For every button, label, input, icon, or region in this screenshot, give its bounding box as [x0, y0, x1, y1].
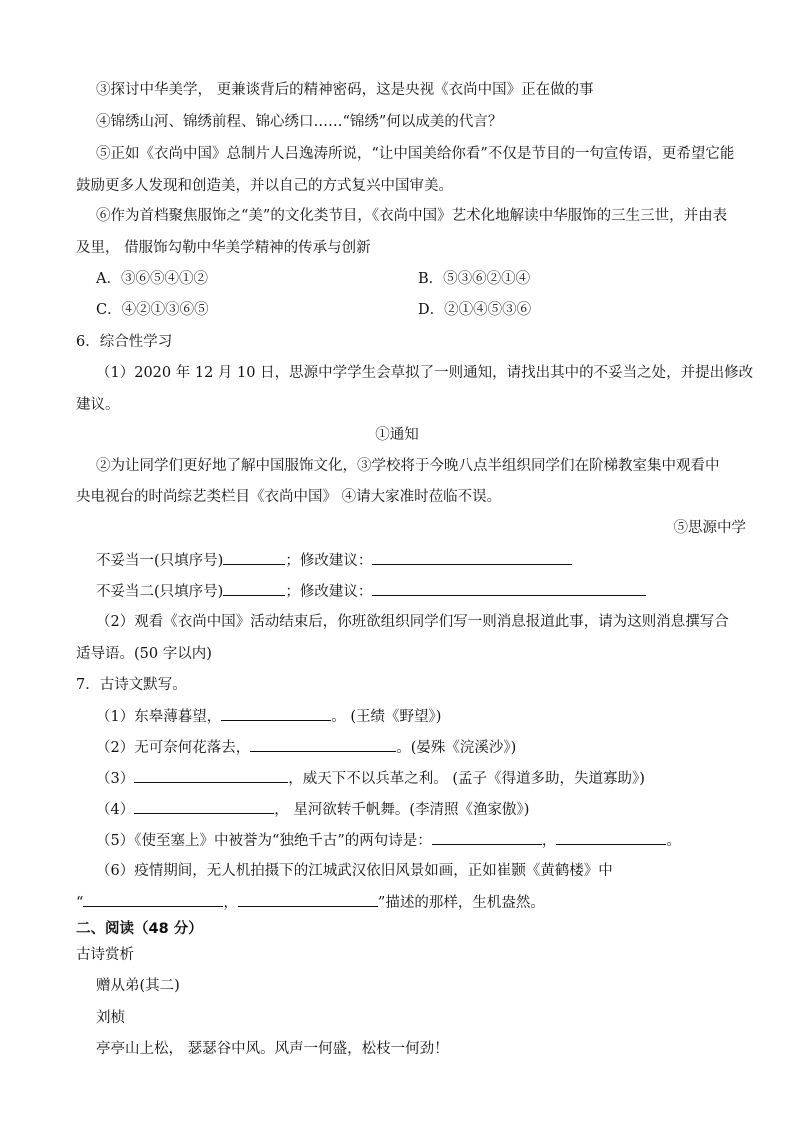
q6-part1-line2: 建议。	[76, 397, 120, 413]
q7-item-3-pre: （3）	[96, 771, 135, 787]
q7-item-5-post: 。	[666, 833, 681, 849]
q7-item-4-post: ， 星河欲转千帆舞。(李清照《渔家傲》)	[274, 802, 530, 818]
notice-body-line2: 央电视台的时尚综艺类栏目《衣尚中国》 ④请大家准时莅临不误。	[76, 489, 502, 505]
q7-item-5-blank-1[interactable]	[432, 830, 542, 845]
q7-item-5-blank-2[interactable]	[556, 830, 666, 845]
poem-line-1: 亭亭山上松， 瑟瑟谷中风。风声一何盛，松枝一何劲！	[96, 1041, 449, 1057]
q7-item-2-post: 。(晏殊《浣溪沙》)	[396, 740, 517, 756]
q5-option-a[interactable]: A．③⑥⑤④①②	[96, 271, 208, 287]
q7-item-1-blank[interactable]	[221, 706, 331, 721]
q7-item-6-blank-2[interactable]	[238, 892, 378, 907]
poem-author: 刘桢	[96, 1010, 125, 1026]
q7-item-6-blank-1[interactable]	[83, 892, 223, 907]
q5-option-c[interactable]: C．④②①③⑥⑤	[96, 302, 209, 318]
notice-title: ①通知	[375, 427, 419, 443]
q7-item-5-mid: ，	[541, 833, 557, 849]
q7-item-1-post: 。 (王绩《野望》)	[331, 709, 442, 725]
q5-option-b[interactable]: B．⑤③⑥②①④	[418, 271, 531, 287]
q7-item-5-pre: （5）《使至塞上》中被誉为“独绝千古”的两句诗是：	[96, 833, 432, 849]
q7-item-2-blank[interactable]	[250, 737, 396, 752]
improper-1-blank[interactable]	[223, 550, 285, 565]
q5-sentence-6-line2: 及里， 借服饰勾勒中华美学精神的传承与创新	[76, 240, 371, 256]
improper-2-row	[96, 581, 646, 602]
suggestion-2-label: ；修改建议：	[285, 584, 373, 600]
suggestion-1-label: ；修改建议：	[285, 553, 373, 569]
q5-sentence-4: ④锦绣山河、锦绣前程、锦心绣口……“锦绣”何以成美的代言？	[96, 114, 503, 130]
notice-signature: ⑤思源中学	[673, 520, 746, 536]
q5-sentence-5-line2: 鼓励更多人发现和创造美，并以自己的方式复兴中国审美。	[76, 178, 453, 194]
q7-item-3-post: ，威天下不以兵革之利。 (孟子《得道多助，失道寡助》)	[288, 771, 645, 787]
q7-item-6-line2	[76, 892, 545, 913]
q7-item-4-pre: （4）	[96, 802, 135, 818]
q7-item-6-post: ”描述的那样，生机盎然。	[377, 895, 545, 911]
q6-title: 6．综合性学习	[76, 334, 173, 350]
q6-part2-line1: （2）观看《衣尚中国》活动结束后，你班欲组织同学们写一则消息报道此事，请为这则消息撰写合	[96, 614, 729, 630]
q7-item-2	[96, 737, 516, 758]
q5-sentence-6-line1: ⑥作为首档聚焦服饰之“美”的文化类节目，《衣尚中国》艺术化地解读中华服饰的三生三世，并由表	[96, 208, 728, 224]
q7-item-4	[96, 799, 529, 820]
q5-sentence-5-line1: ⑤正如《衣尚中国》总制片人吕逸涛所说，“让中国美给你看”不仅是节目的一句宣传语，更希望它能	[96, 146, 735, 162]
poem-title: 赠从弟(其二)	[96, 978, 180, 994]
q5-sentence-3: ③探讨中华美学， 更兼谈背后的精神密码，这是央视《衣尚中国》正在做的事	[96, 82, 594, 98]
notice-body-line1: ②为让同学们更好地了解中国服饰文化，③学校将于今晚八点半组织同学们在阶梯教室集中观看中	[96, 458, 720, 474]
suggestion-1-blank[interactable]	[372, 550, 572, 565]
q7-item-6-open: “	[76, 895, 84, 911]
q7-item-3	[96, 768, 645, 789]
q7-item-4-blank[interactable]	[134, 799, 274, 814]
q7-item-6-mid: ，	[223, 895, 238, 911]
q6-part1-line1: （1）2020 年 12 月 10 日，思源中学学生会草拟了一则通知，请找出其中的不妥当之处，并提出修改	[96, 365, 754, 381]
q7-item-1-pre: （1）东皋薄暮望，	[96, 709, 222, 725]
improper-1-label: 不妥当一(只填序号)	[96, 553, 224, 569]
q7-item-6-line1: （6）疫情期间，无人机拍摄下的江城武汉依旧风景如画，正如崔颢《黄鹤楼》中	[96, 863, 613, 879]
improper-1-row	[96, 550, 572, 571]
q7-title: 7．古诗文默写。	[76, 677, 187, 693]
suggestion-2-blank[interactable]	[372, 581, 646, 596]
q7-item-5	[96, 830, 681, 851]
section-2-subtitle: 古诗赏析	[76, 947, 134, 963]
improper-2-blank[interactable]	[223, 581, 285, 596]
improper-2-label: 不妥当二(只填序号)	[96, 584, 224, 600]
q7-item-3-blank[interactable]	[134, 768, 288, 783]
section-2-title: 二、阅读（48 分）	[76, 921, 203, 937]
q7-item-1	[96, 706, 441, 727]
q5-option-d[interactable]: D．②①④⑤③⑥	[418, 302, 532, 318]
q7-item-2-pre: （2）无可奈何花落去，	[96, 740, 251, 756]
q6-part2-line2: 适导语。(50 字以内)	[76, 646, 212, 662]
